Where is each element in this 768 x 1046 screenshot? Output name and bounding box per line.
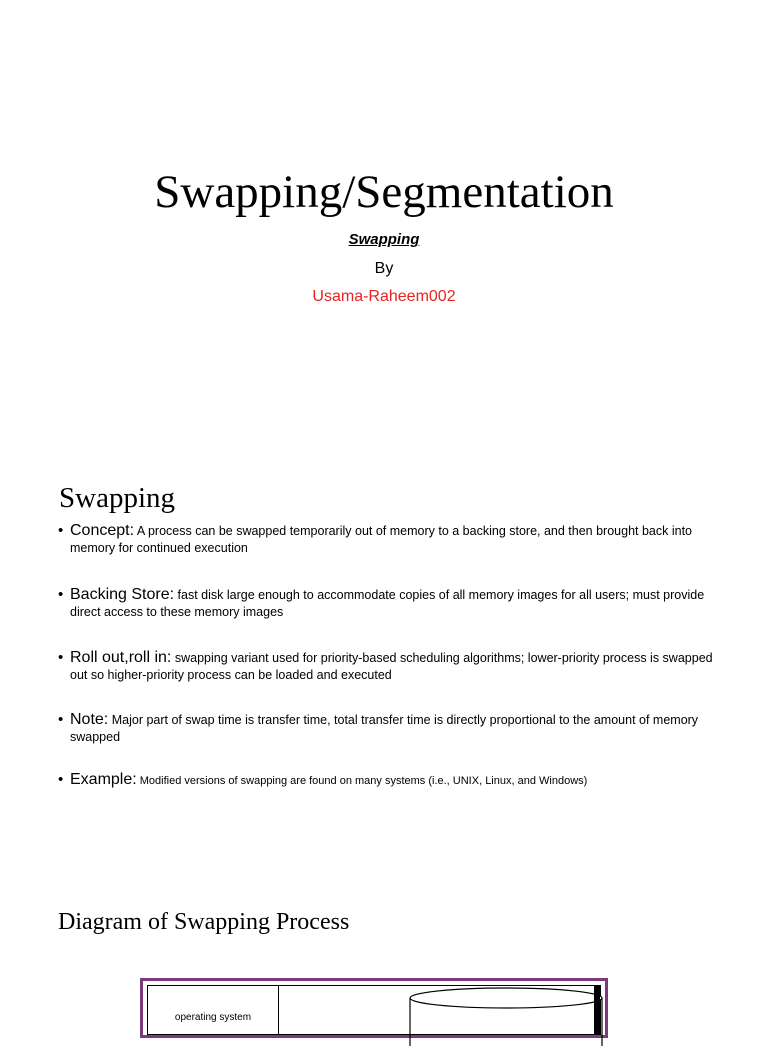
swapping-diagram [140, 978, 608, 1038]
bullet-dot: • [58, 649, 64, 666]
bullet-text: A process can be swapped temporarily out of memory to a backing store, and then brought back into memory for continued execution [70, 524, 693, 555]
bullet-roll-out-roll-in [58, 649, 718, 684]
bullet-dot: • [58, 586, 64, 603]
author-name: Usama-Raheem002 [312, 288, 456, 305]
bullet-term: Roll out,roll in: [70, 649, 172, 666]
diagram-edge [594, 986, 600, 1034]
bullet-term: Concept: [70, 522, 135, 539]
swapping-heading: Swapping [59, 482, 175, 514]
bullet-term: Note: [70, 711, 109, 728]
presentation-title: Swapping/Segmentation [154, 166, 614, 218]
bullet-term: Backing Store: [70, 586, 175, 603]
memory-divider [278, 986, 279, 1034]
bullet-text: Modified versions of swapping are found on many systems (i.e., UNIX, Linux, and Windows) [136, 775, 588, 787]
diagram-heading: Diagram of Swapping Process [58, 909, 350, 935]
bullet-text: Major part of swap time is transfer time, total transfer time is directly proportional to the amount of memory swapped [70, 713, 699, 744]
diagram-canvas [147, 985, 601, 1035]
presentation-subtitle: Swapping [348, 231, 420, 248]
backing-store-disk-icon [406, 986, 606, 1046]
bullet-backing-store [58, 586, 718, 621]
os-label: operating system [174, 1012, 252, 1023]
bullet-term: Example: [70, 771, 137, 788]
bullet-dot: • [58, 522, 64, 539]
bullet-example [58, 771, 718, 790]
bullet-concept [58, 522, 718, 557]
by-label: By [374, 260, 394, 277]
bullet-note [58, 711, 718, 746]
bullet-text: swapping variant used for priority-based scheduling algorithms; lower-priority process is swapped out so higher-priority process can be loaded and executed [70, 651, 713, 682]
bullet-dot: • [58, 771, 64, 788]
bullet-dot: • [58, 711, 64, 728]
bullet-text: fast disk large enough to accommodate copies of all memory images for all users; must provide direct access to these memory images [70, 588, 705, 619]
